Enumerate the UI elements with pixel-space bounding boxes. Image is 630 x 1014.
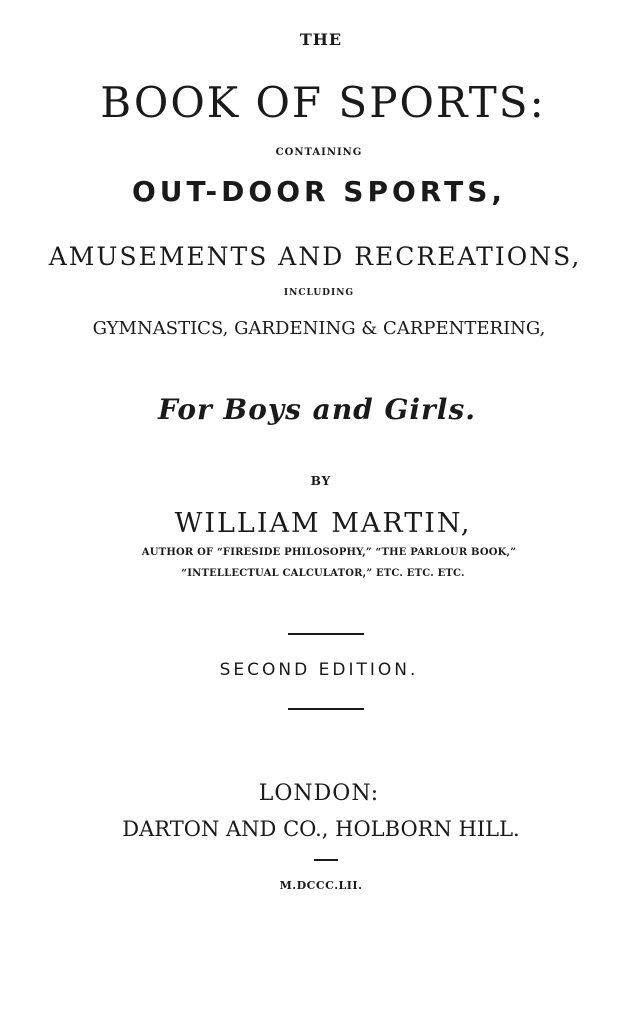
short-divider-rule [314,859,338,861]
audience-line: For Boys and Girls. [158,393,476,426]
subtitle-gymnastics: GYMNASTICS, GARDENING & CARPENTERING, [92,318,546,339]
divider-rule [288,633,364,635]
subtitle-outdoor-sports: OUT-DOOR SPORTS, [132,175,506,208]
publisher-line: DARTON AND CO., HOLBORN HILL. [122,817,520,841]
containing-label: CONTAINING [275,147,363,158]
edition-label: SECOND EDITION. [219,660,419,680]
title-article: THE [299,30,343,49]
book-title: BOOK OF SPORTS: [100,78,546,127]
including-label: INCLUDING [283,288,355,298]
subtitle-amusements: AMUSEMENTS AND RECREATIONS, [48,242,582,271]
publication-year: M.DCCC.LII. [279,879,363,892]
author-name: WILLIAM MARTIN, [174,508,472,539]
divider-rule [288,708,364,710]
by-label: BY [310,474,332,488]
author-credits-line-1: AUTHOR OF “FIRESIDE PHILOSOPHY,” “THE PARLOUR BOOK,” [141,547,517,558]
publication-city: LONDON: [258,781,380,806]
author-credits-line-2: “INTELLECTUAL CALCULATOR,” ETC. ETC. ETC. [181,568,465,579]
